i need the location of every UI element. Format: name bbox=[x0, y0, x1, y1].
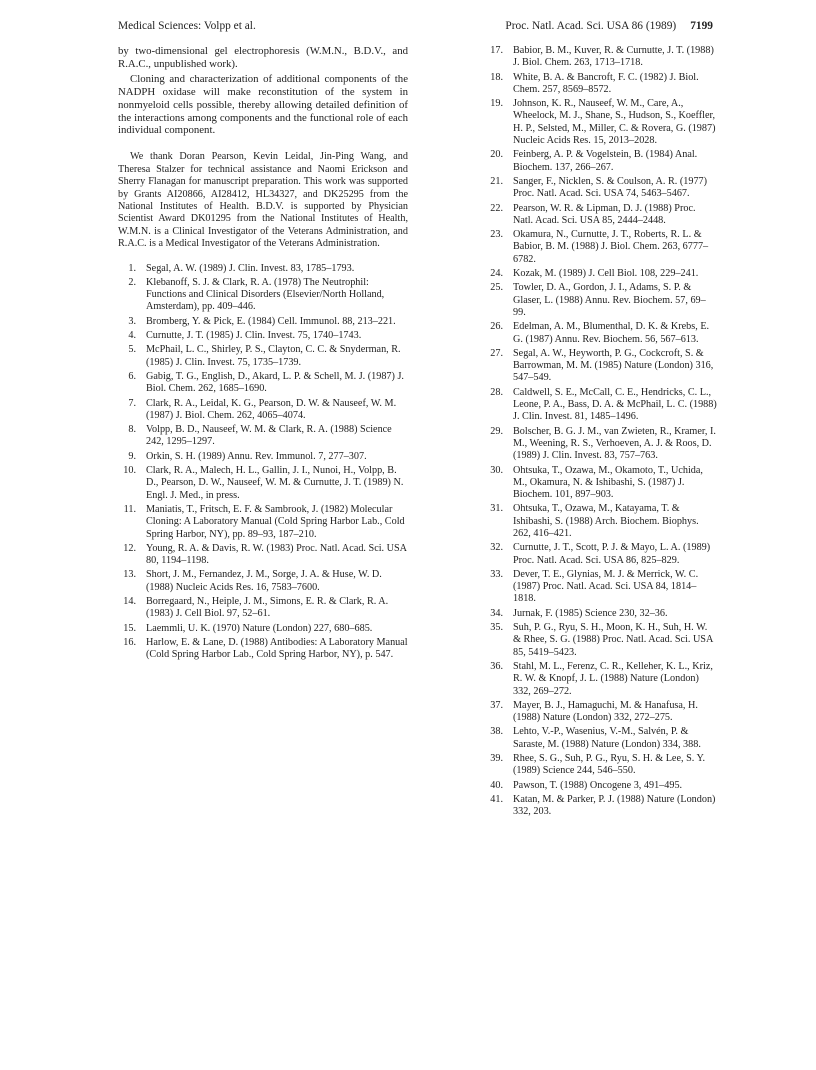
reference-text: Gabig, T. G., English, D., Akard, L. P. & Schell, M. J. (1987) J. Biol. Chem. 262, 1685–1690. bbox=[146, 370, 404, 395]
reference-item bbox=[485, 542, 717, 567]
acknowledgment: We thank Doran Pearson, Kevin Leidal, Jin-Ping Wang, and Theresa Stalzer for technical assistance and Naomi Erickson and Sherry Flanagan for manuscript preparation. This work was supported by Grants AI20866, AI28412, HL34327, and DK25295 from the National Institutes of Health. B.D.V. is supported by Physician Scientist Award DK01295 from the National Institutes of Health, W.M.N. is a Clinical Investigator of the Veterans Administration, and R.A.C. is a Medical Investigator of the Veterans Administration. bbox=[118, 151, 408, 250]
reference-text: Segal, A. W. (1989) J. Clin. Invest. 83, 1785–1793. bbox=[146, 262, 355, 274]
body-paragraph: by two-dimensional gel electrophoresis (W.M.N., B.D.V., and R.A.C., unpublished work). bbox=[118, 45, 408, 70]
left-column bbox=[118, 45, 408, 664]
reference-number: 18. bbox=[490, 71, 503, 83]
reference-text: Babior, B. M., Kuver, R. & Curnutte, J. T. (1988) J. Biol. Chem. 263, 1713–1718. bbox=[513, 45, 714, 69]
reference-text: Borregaard, N., Heiple, J. M., Simons, E. R. & Clark, R. A. (1983) J. Cell Biol. 97, 52–61. bbox=[146, 596, 389, 620]
reference-number: 34. bbox=[490, 607, 503, 619]
reference-item bbox=[485, 348, 717, 385]
reference-list-right bbox=[485, 45, 717, 819]
reference-item bbox=[485, 569, 717, 606]
reference-item bbox=[118, 344, 408, 369]
reference-item bbox=[485, 700, 717, 725]
reference-item bbox=[485, 72, 717, 97]
reference-number: 26. bbox=[490, 321, 503, 333]
reference-number: 2. bbox=[128, 276, 136, 288]
reference-number: 17. bbox=[490, 45, 503, 56]
reference-item bbox=[485, 753, 717, 778]
journal-citation: Proc. Natl. Acad. Sci. USA 86 (1989) bbox=[505, 20, 677, 32]
page-header bbox=[118, 20, 713, 36]
reference-text: Maniatis, T., Fritsch, E. F. & Sambrook, J. (1982) Molecular Cloning: A Laboratory Manual (Cold Spring Harbor Lab., Cold Spring Harbor, NY), pp. 89–93, 187–210. bbox=[146, 503, 405, 540]
reference-number: 10. bbox=[123, 465, 136, 477]
reference-item bbox=[118, 277, 408, 314]
reference-text: Ohtsuka, T., Ozawa, M., Okamoto, T., Uchida, M., Okamura, N. & Ishibashi, S. (1987) J. Biochem. 101, 897–903. bbox=[513, 464, 703, 501]
reference-number: 28. bbox=[490, 386, 503, 398]
reference-item bbox=[118, 398, 408, 423]
reference-text: Johnson, K. R., Nauseef, W. M., Care, A., Wheelock, M. J., Shane, S., Hudson, S., Koeffler, H. P., Selsted, M., Miller, C. & Rovera, G. (1987) Nucleic Acids Res. 15, 2013–2028. bbox=[513, 98, 716, 147]
reference-number: 27. bbox=[490, 347, 503, 359]
reference-number: 19. bbox=[490, 98, 503, 110]
reference-item bbox=[118, 330, 408, 342]
reference-item bbox=[485, 203, 717, 228]
reference-text: Lehto, V.-P., Wasenius, V.-M., Salvén, P. & Saraste, M. (1988) Nature (London) 334, 388. bbox=[513, 726, 701, 750]
reference-number: 22. bbox=[490, 202, 503, 214]
reference-number: 20. bbox=[490, 149, 503, 161]
reference-item bbox=[118, 371, 408, 396]
reference-number: 37. bbox=[490, 699, 503, 711]
reference-number: 16. bbox=[123, 636, 136, 648]
reference-item bbox=[118, 424, 408, 449]
reference-number: 5. bbox=[128, 344, 136, 356]
reference-text: Laemmli, U. K. (1970) Nature (London) 227, 680–685. bbox=[146, 622, 373, 634]
reference-text: Kozak, M. (1989) J. Cell Biol. 108, 229–241. bbox=[513, 268, 699, 280]
reference-list-left bbox=[118, 263, 408, 662]
reference-text: Short, J. M., Fernandez, J. M., Sorge, J. A. & Huse, W. D. (1988) Nucleic Acids Res. 16, 7583–7600. bbox=[146, 569, 382, 593]
reference-text: Curnutte, J. T. (1985) J. Clin. Invest. 75, 1740–1743. bbox=[146, 330, 362, 342]
running-head-section: Medical Sciences: Volpp et al. bbox=[118, 20, 256, 32]
reference-item bbox=[485, 45, 717, 70]
reference-item bbox=[485, 98, 717, 147]
reference-item bbox=[485, 465, 717, 502]
reference-number: 14. bbox=[123, 596, 136, 608]
reference-item bbox=[118, 623, 408, 635]
reference-number: 23. bbox=[490, 229, 503, 241]
reference-text: Clark, R. A., Malech, H. L., Gallin, J. I., Nunoi, H., Volpp, B. D., Pearson, D. W., Nauseef, W. M. & Curnutte, J. T. (1989) N. Engl. J. Med., in press. bbox=[146, 465, 404, 501]
reference-item bbox=[485, 726, 717, 751]
reference-item bbox=[485, 426, 717, 463]
reference-number: 41. bbox=[490, 793, 503, 805]
reference-text: Klebanoff, S. J. & Clark, R. A. (1978) The Neutrophil: Functions and Clinical Disorders (Elsevier/North Holland, Amsterdam), pp. 409–446. bbox=[146, 276, 385, 313]
reference-number: 1. bbox=[128, 262, 136, 274]
reference-text: Volpp, B. D., Nauseef, W. M. & Clark, R. A. (1988) Science 242, 1295–1297. bbox=[146, 424, 392, 448]
reference-text: White, B. A. & Bancroft, F. C. (1982) J. Biol. Chem. 257, 8569–8572. bbox=[513, 71, 699, 95]
reference-item bbox=[118, 543, 408, 568]
reference-item bbox=[485, 503, 717, 540]
reference-item bbox=[485, 149, 717, 174]
reference-text: Ohtsuka, T., Ozawa, M., Katayama, T. & Ishibashi, S. (1988) Arch. Biochem. Biophys. 262, 416–421. bbox=[513, 503, 699, 539]
reference-item bbox=[118, 596, 408, 621]
reference-text: Rhee, S. G., Suh, P. G., Ryu, S. H. & Lee, S. Y. (1989) Science 244, 546–550. bbox=[513, 753, 706, 777]
reference-item bbox=[485, 176, 717, 201]
reference-text: Young, R. A. & Davis, R. W. (1983) Proc. Natl. Acad. Sci. USA 80, 1194–1198. bbox=[146, 542, 407, 567]
reference-item bbox=[485, 268, 717, 280]
reference-item bbox=[485, 794, 717, 819]
reference-text: Segal, A. W., Heyworth, P. G., Cockcroft, S. & Barrowman, M. M. (1985) Nature (London) 316, 547–549. bbox=[513, 347, 714, 384]
reference-number: 11. bbox=[123, 503, 136, 515]
body-paragraph: Cloning and characterization of additional components of the NADPH oxidase will make reconstitution of the system in nonmyeloid cells possible, thereby allowing detailed definition of the interactions among components and the functional role of each individual component. bbox=[118, 72, 408, 137]
reference-text: McPhail, L. C., Shirley, P. S., Clayton, C. C. & Snyderman, R. (1985) J. Clin. Invest. 75, 1735–1739. bbox=[146, 344, 401, 368]
reference-number: 7. bbox=[128, 397, 136, 409]
reference-number: 25. bbox=[490, 282, 503, 294]
reference-number: 30. bbox=[490, 464, 503, 476]
reference-text: Mayer, B. J., Hamaguchi, M. & Hanafusa, H. (1988) Nature (London) 332, 272–275. bbox=[513, 699, 698, 724]
reference-text: Okamura, N., Curnutte, J. T., Roberts, R. L. & Babior, B. M. (1988) J. Biol. Chem. 263, 6777–6782. bbox=[513, 229, 709, 265]
reference-item bbox=[485, 780, 717, 792]
reference-item bbox=[485, 387, 717, 424]
reference-text: Pawson, T. (1988) Oncogene 3, 491–495. bbox=[513, 779, 683, 791]
reference-text: Bromberg, Y. & Pick, E. (1984) Cell. Immunol. 88, 213–221. bbox=[146, 315, 396, 327]
reference-text: Orkin, S. H. (1989) Annu. Rev. Immunol. 7, 277–307. bbox=[146, 450, 367, 462]
reference-text: Suh, P. G., Ryu, S. H., Moon, K. H., Suh, H. W. & Rhee, S. G. (1988) Proc. Natl. Acad. Sci. USA 85, 5419–5423. bbox=[513, 622, 713, 658]
reference-item bbox=[485, 282, 717, 319]
reference-text: Dever, T. E., Glynias, M. J. & Merrick, W. C. (1987) Proc. Natl. Acad. Sci. USA 84, 1814–1818. bbox=[513, 568, 699, 605]
reference-text: Pearson, W. R. & Lipman, D. J. (1988) Proc. Natl. Acad. Sci. USA 85, 2444–2448. bbox=[513, 202, 696, 226]
reference-text: Harlow, E. & Lane, D. (1988) Antibodies: A Laboratory Manual (Cold Spring Harbor Lab., Cold Spring Harbor, NY), p. 547. bbox=[146, 636, 408, 661]
reference-number: 8. bbox=[128, 424, 136, 436]
reference-item bbox=[485, 622, 717, 659]
reference-item bbox=[118, 504, 408, 541]
reference-number: 12. bbox=[123, 542, 136, 554]
reference-number: 29. bbox=[490, 425, 503, 437]
reference-number: 4. bbox=[128, 330, 136, 342]
reference-number: 13. bbox=[123, 569, 136, 581]
reference-item bbox=[118, 569, 408, 594]
reference-item bbox=[485, 321, 717, 346]
reference-item bbox=[118, 465, 408, 502]
reference-item bbox=[118, 316, 408, 328]
reference-number: 36. bbox=[490, 660, 503, 672]
reference-text: Towler, D. A., Gordon, J. I., Adams, S. P. & Glaser, L. (1988) Annu. Rev. Biochem. 57, 69–99. bbox=[513, 282, 706, 318]
reference-number: 39. bbox=[490, 753, 503, 765]
reference-text: Clark, R. A., Leidal, K. G., Pearson, D. W. & Nauseef, W. M. (1987) J. Biol. Chem. 262, 4065–4074. bbox=[146, 397, 397, 421]
reference-number: 32. bbox=[490, 542, 503, 554]
reference-item bbox=[485, 608, 717, 620]
reference-number: 40. bbox=[490, 779, 503, 791]
reference-item bbox=[118, 637, 408, 662]
right-column bbox=[485, 45, 717, 821]
reference-number: 33. bbox=[490, 568, 503, 580]
running-head-journal bbox=[505, 20, 713, 32]
reference-text: Jurnak, F. (1985) Science 230, 32–36. bbox=[513, 607, 668, 619]
reference-text: Curnutte, J. T., Scott, P. J. & Mayo, L. A. (1989) Proc. Natl. Acad. Sci. USA 86, 825–829. bbox=[513, 542, 711, 566]
reference-item bbox=[118, 263, 408, 275]
reference-item bbox=[118, 451, 408, 463]
reference-number: 35. bbox=[490, 622, 503, 634]
reference-text: Bolscher, B. G. J. M., van Zwieten, R., Kramer, I. M., Weening, R. S., Verhoeven, A. J. & Roos, D. (1989) J. Clin. Invest. 83, 757–763. bbox=[513, 425, 716, 462]
reference-number: 24. bbox=[490, 268, 503, 280]
reference-number: 9. bbox=[128, 450, 136, 462]
reference-number: 15. bbox=[123, 622, 136, 634]
reference-number: 31. bbox=[490, 503, 503, 515]
page-number: 7199 bbox=[690, 20, 713, 32]
reference-number: 6. bbox=[128, 370, 136, 382]
reference-number: 3. bbox=[128, 315, 136, 327]
reference-item bbox=[485, 229, 717, 266]
reference-text: Caldwell, S. E., McCall, C. E., Hendricks, C. L., Leone, P. A., Bass, D. A. & McPhail, L. C. (1988) J. Clin. Invest. 81, 1485–1496. bbox=[513, 386, 717, 423]
reference-text: Katan, M. & Parker, P. J. (1988) Nature (London) 332, 203. bbox=[513, 793, 716, 818]
reference-text: Feinberg, A. P. & Vogelstein, B. (1984) Anal. Biochem. 137, 266–267. bbox=[513, 149, 698, 173]
reference-number: 21. bbox=[490, 175, 503, 187]
reference-item bbox=[485, 661, 717, 698]
reference-text: Sanger, F., Nicklen, S. & Coulson, A. R. (1977) Proc. Natl. Acad. Sci. USA 74, 5463–5467. bbox=[513, 175, 708, 200]
reference-text: Edelman, A. M., Blumenthal, D. K. & Krebs, E. G. (1987) Annu. Rev. Biochem. 56, 567–613. bbox=[513, 321, 710, 345]
reference-number: 38. bbox=[490, 726, 503, 738]
reference-text: Stahl, M. L., Ferenz, C. R., Kelleher, K. L., Kriz, R. W. & Knopf, J. L. (1988) Nature (London) 332, 269–272. bbox=[513, 660, 713, 697]
